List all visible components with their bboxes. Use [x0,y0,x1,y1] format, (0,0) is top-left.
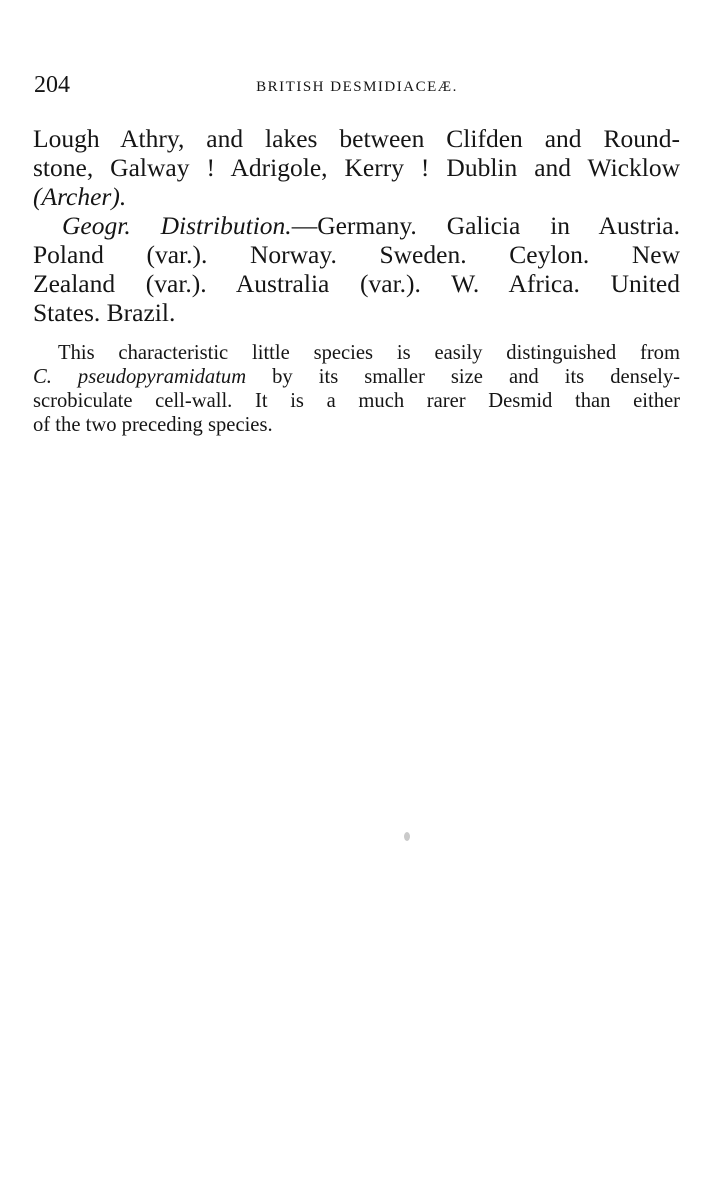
note-line-4: of the two preceding species. [33,414,273,436]
archer-citation: (Archer). [33,182,127,211]
locality-line-3 [33,182,680,211]
distribution-line-2: Poland (var.). Norway. Sweden. Ceylon. New [33,240,680,269]
distribution-paragraph [33,211,680,327]
distribution-line-4: States. Brazil. [33,298,176,327]
paper-speck [404,832,410,841]
species-name: C. pseudopyramidatum [33,366,247,388]
distribution-line-1 [33,211,680,240]
page-number: 204 [34,72,70,98]
note-line-3: scrobiculate cell-wall. It is a much rarer Desmid than either [33,390,680,412]
page-header [34,70,680,102]
note-paragraph [33,341,680,437]
running-head: BRITISH DESMIDIACEÆ. [256,79,458,95]
locality-paragraph [33,124,680,211]
note-line-1: This characteristic little species is easily distinguished from [58,342,680,364]
distribution-label: Geogr. Distribution. [62,211,292,240]
locality-line-1: Lough Athry, and lakes between Clifden and Round- [33,124,680,153]
locality-line-2: stone, Galway ! Adrigole, Kerry ! Dublin and Wicklow [33,153,680,182]
distribution-countries-1: —Germany. Galicia in Austria. [291,211,680,240]
distribution-line-3: Zealand (var.). Australia (var.). W. Africa. United [33,269,680,298]
note-line-2 [33,365,680,389]
note-line-2-rest: by its smaller size and its densely- [246,366,680,388]
